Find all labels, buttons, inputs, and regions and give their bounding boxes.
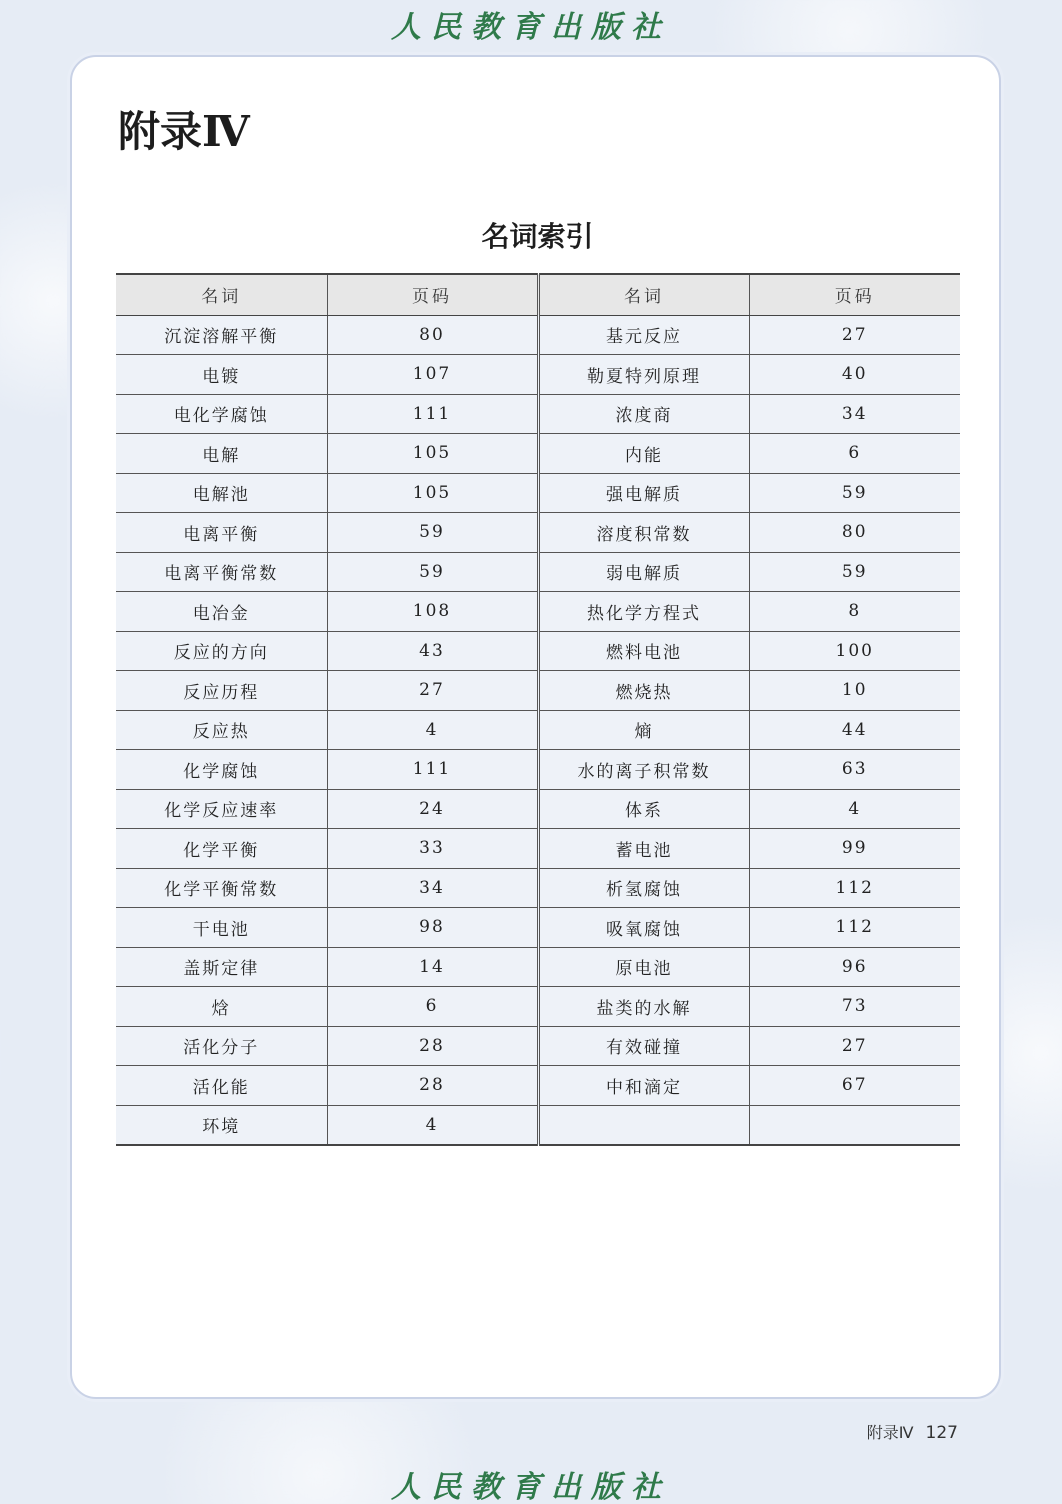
- cell-page-left: 105: [327, 434, 538, 474]
- cell-page-left: 28: [327, 1026, 538, 1066]
- cell-page-right: 4: [749, 789, 960, 829]
- cell-term-right: 燃料电池: [538, 631, 749, 671]
- table-row: [116, 987, 960, 1027]
- cell-term-left: 化学平衡常数: [116, 868, 327, 908]
- cell-term-right: 基元反应: [538, 315, 749, 355]
- cell-term-right: 勒夏特列原理: [538, 355, 749, 395]
- cell-term-left: 干电池: [116, 908, 327, 948]
- cell-page-left: 80: [327, 315, 538, 355]
- cell-term-left: 电冶金: [116, 592, 327, 632]
- cell-term-right: 盐类的水解: [538, 987, 749, 1027]
- cell-page-right: 80: [749, 513, 960, 553]
- table-row: [116, 394, 960, 434]
- table-row: [116, 592, 960, 632]
- header-page-left: 页码: [327, 274, 538, 315]
- table-row: [116, 631, 960, 671]
- cell-term-left: 反应热: [116, 710, 327, 750]
- cell-term-left: 电解池: [116, 473, 327, 513]
- cell-page-left: 4: [327, 1105, 538, 1145]
- table-row: [116, 908, 960, 948]
- page-footer: [867, 1420, 958, 1443]
- cell-page-right: 63: [749, 750, 960, 790]
- page-card: [70, 55, 1001, 1399]
- cell-page-left: 105: [327, 473, 538, 513]
- cell-term-right: 强电解质: [538, 473, 749, 513]
- table-row: [116, 434, 960, 474]
- table-row: [116, 710, 960, 750]
- cell-page-left: 59: [327, 513, 538, 553]
- cell-page-right: 99: [749, 829, 960, 869]
- cell-page-right: 34: [749, 394, 960, 434]
- cell-page-left: 111: [327, 750, 538, 790]
- cell-term-left: 化学反应速率: [116, 789, 327, 829]
- publisher-logo-top: 人民教育出版社: [391, 10, 671, 45]
- cell-term-left: 电离平衡常数: [116, 552, 327, 592]
- cell-term-left: 活化分子: [116, 1026, 327, 1066]
- cell-page-right: 73: [749, 987, 960, 1027]
- table-row: [116, 947, 960, 987]
- cell-page-right: 59: [749, 552, 960, 592]
- cell-page-right: 6: [749, 434, 960, 474]
- table-row: [116, 868, 960, 908]
- table-title: 名词索引: [481, 220, 594, 253]
- table-body: [116, 315, 960, 1145]
- cell-page-right: 96: [749, 947, 960, 987]
- cell-page-left: 107: [327, 355, 538, 395]
- cell-term-left: 沉淀溶解平衡: [116, 315, 327, 355]
- table-row: [116, 513, 960, 553]
- cell-term-left: 化学腐蚀: [116, 750, 327, 790]
- cell-term-right: 有效碰撞: [538, 1026, 749, 1066]
- cell-page-right: 44: [749, 710, 960, 750]
- cell-page-left: 98: [327, 908, 538, 948]
- cell-term-right: 溶度积常数: [538, 513, 749, 553]
- table-row: [116, 315, 960, 355]
- cell-term-right: 燃烧热: [538, 671, 749, 711]
- cell-term-left: 电化学腐蚀: [116, 394, 327, 434]
- table-row: [116, 1066, 960, 1106]
- cell-page-left: 27: [327, 671, 538, 711]
- cell-term-right: 原电池: [538, 947, 749, 987]
- cell-term-left: 盖斯定律: [116, 947, 327, 987]
- header-page-right: 页码: [749, 274, 960, 315]
- cell-term-left: 焓: [116, 987, 327, 1027]
- cell-term-left: 环境: [116, 1105, 327, 1145]
- page-number: 127: [925, 1423, 958, 1443]
- cell-term-left: 反应历程: [116, 671, 327, 711]
- cell-page-right: 27: [749, 1026, 960, 1066]
- cell-page-left: 4: [327, 710, 538, 750]
- cell-page-right: 59: [749, 473, 960, 513]
- cell-page-right: 8: [749, 592, 960, 632]
- table-row: [116, 829, 960, 869]
- cell-term-left: 电解: [116, 434, 327, 474]
- table-row: [116, 552, 960, 592]
- header-term-left: 名词: [116, 274, 327, 315]
- cell-page-right: 112: [749, 868, 960, 908]
- cell-page-left: 33: [327, 829, 538, 869]
- table-row: [116, 1105, 960, 1145]
- table-row: [116, 473, 960, 513]
- cell-page-right: 40: [749, 355, 960, 395]
- cell-page-right: 67: [749, 1066, 960, 1106]
- cell-page-right: 10: [749, 671, 960, 711]
- cell-page-left: 24: [327, 789, 538, 829]
- appendix-title: 附录Ⅳ: [118, 107, 250, 156]
- footer-section: 附录Ⅳ: [866, 1423, 914, 1442]
- cell-page-left: 34: [327, 868, 538, 908]
- cell-term-left: 化学平衡: [116, 829, 327, 869]
- cell-term-left: 电离平衡: [116, 513, 327, 553]
- cell-page-left: 108: [327, 592, 538, 632]
- cell-term-right: 弱电解质: [538, 552, 749, 592]
- cell-term-right: 浓度商: [538, 394, 749, 434]
- cell-page-left: 14: [327, 947, 538, 987]
- cell-term-left: 电镀: [116, 355, 327, 395]
- publisher-logo-bottom: 人民教育出版社: [391, 1470, 671, 1504]
- cell-page-left: 6: [327, 987, 538, 1027]
- table-row: [116, 750, 960, 790]
- cell-page-right: [749, 1105, 960, 1145]
- cell-term-right: 中和滴定: [538, 1066, 749, 1106]
- table-row: [116, 789, 960, 829]
- index-table: [116, 273, 960, 1146]
- table-row: [116, 1026, 960, 1066]
- cell-term-right: 析氢腐蚀: [538, 868, 749, 908]
- table-row: [116, 671, 960, 711]
- cell-term-right: 体系: [538, 789, 749, 829]
- cell-page-right: 27: [749, 315, 960, 355]
- cell-term-right: 熵: [538, 710, 749, 750]
- header-term-right: 名词: [538, 274, 749, 315]
- table-row: [116, 355, 960, 395]
- cell-page-left: 28: [327, 1066, 538, 1106]
- cell-page-right: 100: [749, 631, 960, 671]
- table-header-row: [116, 274, 960, 315]
- cell-term-right: 热化学方程式: [538, 592, 749, 632]
- cell-page-left: 59: [327, 552, 538, 592]
- cell-term-right: 吸氧腐蚀: [538, 908, 749, 948]
- cell-page-right: 112: [749, 908, 960, 948]
- cell-term-right: 内能: [538, 434, 749, 474]
- cell-term-left: 活化能: [116, 1066, 327, 1106]
- cell-page-left: 43: [327, 631, 538, 671]
- cell-term-right: 水的离子积常数: [538, 750, 749, 790]
- cell-term-right: 蓄电池: [538, 829, 749, 869]
- cell-page-left: 111: [327, 394, 538, 434]
- cell-term-right: [538, 1105, 749, 1145]
- cell-term-left: 反应的方向: [116, 631, 327, 671]
